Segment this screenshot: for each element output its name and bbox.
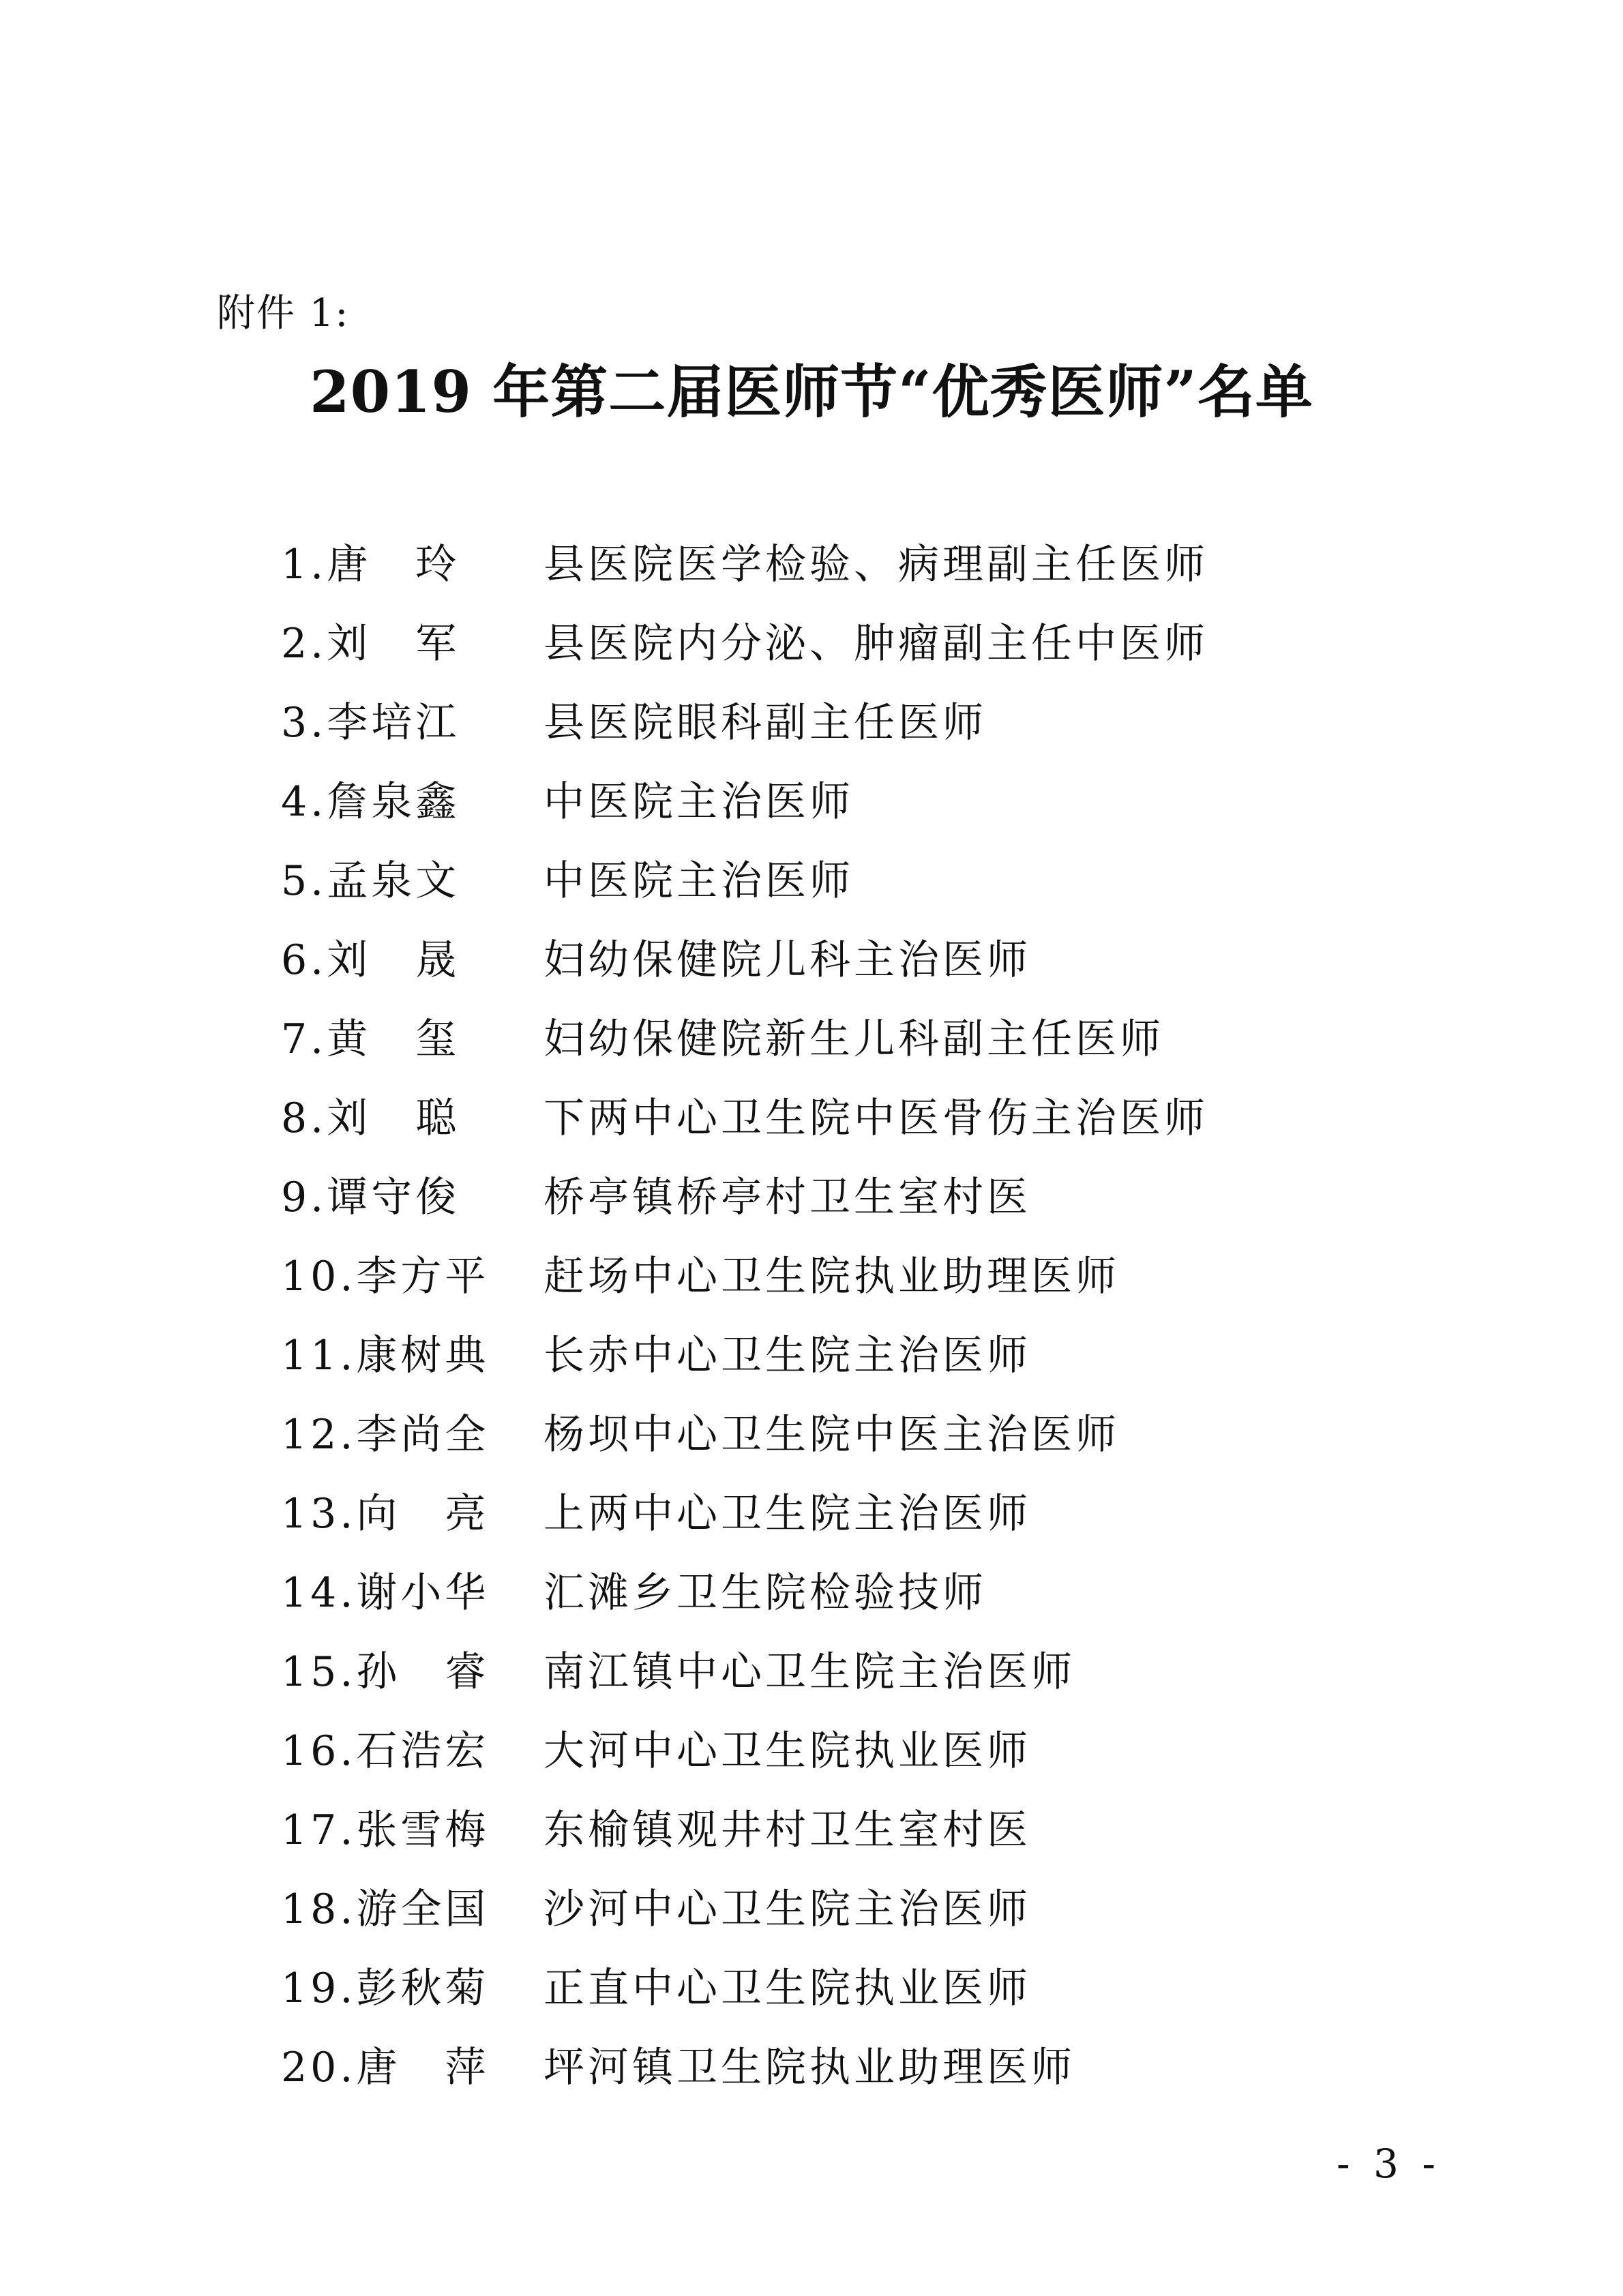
list-item bbox=[281, 1234, 1440, 1313]
doctor-position: 县医院眼科副主任医师 bbox=[544, 699, 987, 747]
doctor-name: 14.谢小华 bbox=[281, 1569, 490, 1617]
doctor-position: 中医院主治医师 bbox=[544, 778, 854, 826]
doctor-position: 县医院医学检验、病理副主任医师 bbox=[544, 541, 1208, 588]
doctor-position: 杨坝中心卫生院中医主治医师 bbox=[544, 1411, 1120, 1459]
doctor-name: 7.黄 玺 bbox=[281, 1015, 460, 1063]
list-item bbox=[281, 522, 1440, 601]
doctor-name: 20.唐 萍 bbox=[281, 2044, 490, 2091]
doctor-name: 8.刘 聪 bbox=[281, 1094, 460, 1142]
list-item bbox=[281, 1471, 1440, 1550]
doctor-position: 中医院主治医师 bbox=[544, 857, 854, 905]
list-item bbox=[281, 601, 1440, 680]
doctor-name: 3.李培江 bbox=[281, 699, 460, 747]
list-item bbox=[281, 2025, 1440, 2104]
doctor-name: 11.康树典 bbox=[281, 1332, 490, 1380]
doctor-list bbox=[281, 522, 1440, 2104]
doctor-position: 汇滩乡卫生院检验技师 bbox=[544, 1569, 987, 1617]
doctor-position: 坪河镇卫生院执业助理医师 bbox=[544, 2044, 1075, 2091]
doctor-position: 沙河中心卫生院主治医师 bbox=[544, 1885, 1031, 1933]
doctor-position: 赶场中心卫生院执业助理医师 bbox=[544, 1253, 1120, 1300]
doctor-name: 10.李方平 bbox=[281, 1253, 490, 1300]
doctor-name: 13.向 亮 bbox=[281, 1490, 490, 1538]
doctor-name: 17.张雪梅 bbox=[281, 1806, 490, 1854]
doctor-name: 18.游全国 bbox=[281, 1885, 490, 1933]
doctor-name: 15.孙 睿 bbox=[281, 1648, 490, 1696]
doctor-name: 5.孟泉文 bbox=[281, 857, 460, 905]
list-item bbox=[281, 1154, 1440, 1234]
list-item bbox=[281, 680, 1440, 759]
list-item bbox=[281, 1866, 1440, 1945]
doctor-position: 大河中心卫生院执业医师 bbox=[544, 1727, 1031, 1775]
doctor-position: 长赤中心卫生院主治医师 bbox=[544, 1332, 1031, 1380]
list-item bbox=[281, 1075, 1440, 1154]
page-number: - 3 - bbox=[1337, 2141, 1441, 2187]
list-item bbox=[281, 1550, 1440, 1629]
list-item bbox=[281, 1787, 1440, 1866]
doctor-position: 县医院内分泌、肿瘤副主任中医师 bbox=[544, 620, 1208, 668]
list-item bbox=[281, 1629, 1440, 1708]
doctor-name: 12.李尚全 bbox=[281, 1411, 490, 1459]
list-item bbox=[281, 838, 1440, 917]
doctor-position: 妇幼保健院新生儿科副主任医师 bbox=[544, 1015, 1164, 1063]
doctor-position: 东榆镇观井村卫生室村医 bbox=[544, 1806, 1031, 1854]
doctor-position: 桥亭镇桥亭村卫生室村医 bbox=[544, 1174, 1031, 1221]
list-item bbox=[281, 996, 1440, 1075]
doctor-position: 下两中心卫生院中医骨伤主治医师 bbox=[544, 1094, 1208, 1142]
doctor-name: 6.刘 晟 bbox=[281, 936, 460, 984]
attachment-label: 附件 1: bbox=[217, 291, 350, 336]
doctor-position: 上两中心卫生院主治医师 bbox=[544, 1490, 1031, 1538]
list-item bbox=[281, 1945, 1440, 2025]
list-item bbox=[281, 1708, 1440, 1787]
doctor-name: 2.刘 军 bbox=[281, 620, 460, 668]
list-item bbox=[281, 1313, 1440, 1392]
list-item bbox=[281, 759, 1440, 838]
doctor-name: 9.谭守俊 bbox=[281, 1174, 460, 1221]
doctor-position: 南江镇中心卫生院主治医师 bbox=[544, 1648, 1075, 1696]
doctor-position: 妇幼保健院儿科主治医师 bbox=[544, 936, 1031, 984]
doctor-name: 19.彭秋菊 bbox=[281, 1965, 490, 2012]
doctor-name: 1.唐 玲 bbox=[281, 541, 460, 588]
doctor-name: 4.詹泉鑫 bbox=[281, 778, 460, 826]
doctor-position: 正直中心卫生院执业医师 bbox=[544, 1965, 1031, 2012]
document-title: 2019 年第二届医师节“优秀医师”名单 bbox=[310, 358, 1313, 426]
doctor-name: 16.石浩宏 bbox=[281, 1727, 490, 1775]
list-item bbox=[281, 1392, 1440, 1471]
list-item bbox=[281, 917, 1440, 996]
